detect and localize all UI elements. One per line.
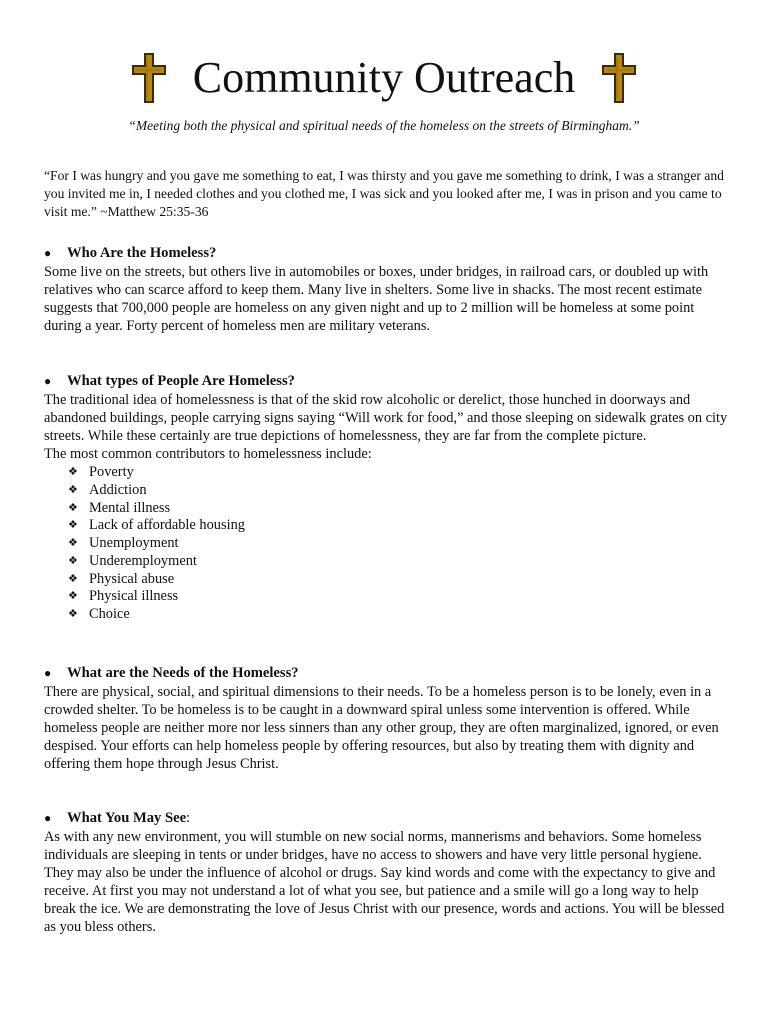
list-item: ❖ Choice (68, 606, 130, 623)
list-item: ❖ Addiction (68, 481, 147, 498)
list-item: ❖ Physical abuse (68, 570, 175, 587)
diamond-bullet-icon: ❖ (68, 519, 78, 532)
page-title: Community Outreach (192, 53, 576, 102)
scripture-quote: “For I was hungry and you gave me something to eat, I was thirsty and you gave me something to drink, I was a stranger and you invited me in, I needed clothes and you clothed me, I was sick and you looked after me, I was in prison and you came to visit me.” ~Matthew 25:35-36 (44, 167, 724, 219)
diamond-bullet-icon: ❖ (68, 554, 78, 567)
diamond-bullet-icon: ❖ (68, 537, 78, 550)
section-who-are-homeless (44, 244, 728, 335)
bullet-icon: ● (44, 374, 52, 388)
subtitle: “Meeting both the physical and spiritual needs of the homeless on the streets of Birmingham.” (128, 118, 640, 133)
bullet-icon: ● (44, 246, 52, 260)
list-item: ❖ Physical illness (68, 588, 179, 605)
bullet-icon: ● (44, 811, 52, 825)
cross-icon (601, 52, 637, 104)
list-item: ❖ Poverty (68, 463, 134, 480)
section-heading (44, 244, 728, 262)
cross-icon (131, 52, 167, 104)
diamond-bullet-icon: ❖ (68, 572, 78, 585)
section-heading (44, 372, 728, 390)
section-body: As with any new environment, you will stumble on new social norms, mannerisms and behaviors. Some homeless individuals are sleeping in tents or under bridges, have no access to showers and have very little personal hygiene. They may also be under the influence of alcohol or drugs. Say kind words and come with the expectancy to give and receive. At first you may not understand a lot of what you see, but patience and a smile will go a long way to help break the ice. We are demonstrating the love of Jesus Christ with our presence, words and actions. You will be blessed as you bless others. (44, 829, 725, 935)
section-what-you-may-see (44, 809, 728, 936)
section-heading-text: What types of People Are Homeless? (67, 373, 295, 389)
section-heading-text: What are the Needs of the Homeless? (67, 665, 299, 681)
section-types-of-people (44, 372, 728, 623)
list-item: ❖ Underemployment (68, 552, 197, 569)
diamond-bullet-icon: ❖ (68, 483, 78, 496)
list-item: ❖ Lack of affordable housing (68, 517, 245, 534)
heading-colon: : (186, 810, 191, 826)
list-item: ❖ Unemployment (68, 535, 179, 552)
bullet-icon: ● (44, 666, 52, 680)
section-body: There are physical, social, and spiritual dimensions to their needs. To be a homeless person is to be lonely, even in a crowded shelter. To be homeless is to be caught in a downward spiral unless some intervention is offered. While homeless people are neither more nor less sinners than any other group, they are often marginalized, ignored, or even despised. Your efforts can help homeless people by offering resources, but also by treating them with dignity and offering them hope through Jesus Christ. (44, 684, 719, 772)
section-heading-text: Who Are the Homeless? (67, 245, 217, 261)
contributors-list (44, 463, 728, 623)
diamond-bullet-icon: ❖ (68, 608, 78, 621)
section-heading (44, 809, 728, 827)
section-needs-of-homeless (44, 664, 728, 773)
diamond-bullet-icon: ❖ (68, 590, 78, 603)
diamond-bullet-icon: ❖ (68, 465, 78, 478)
list-item: ❖ Mental illness (68, 499, 171, 516)
section-heading-text: What You May See (67, 810, 187, 826)
diamond-bullet-icon: ❖ (68, 501, 78, 514)
title-row (0, 48, 768, 108)
section-body: Some live on the streets, but others live in automobiles or boxes, under bridges, in railroad cars, or doubled up with relatives who can scarce afford to keep them. Many live in shelters. Some live in shacks. The most recent estimate suggests that 700,000 people are homeless on any given night and up to 2 million will be homeless at some point during a year. Forty percent of homeless men are military veterans. (44, 264, 709, 334)
section-body: The traditional idea of homelessness is that of the skid row alcoholic or derelict, those hunched in doorways and abandoned buildings, people carrying signs saying “Will work for food,” and those sleeping on sidewalk grates on city streets. While these certainly are true depictions of homelessness, they are far from the complete picture. (44, 392, 728, 444)
list-intro: The most common contributors to homelessness include: (44, 446, 372, 462)
section-heading (44, 664, 728, 682)
